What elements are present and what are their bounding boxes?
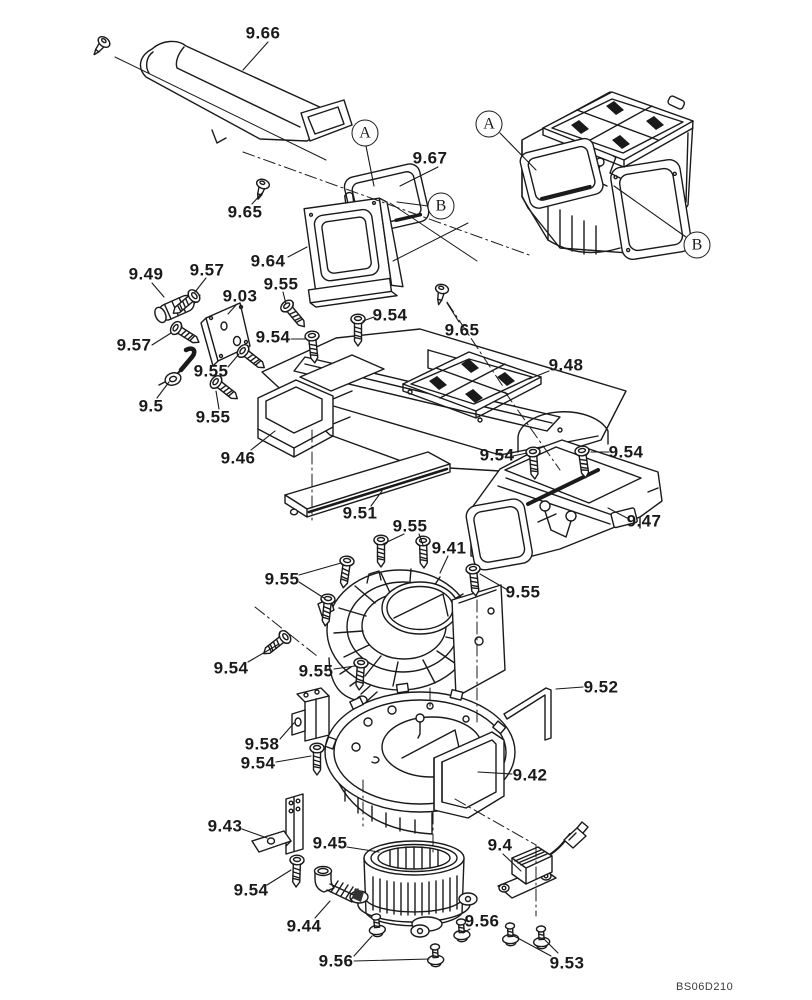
part-label-9-54: 9.54 [233,880,269,900]
part-label-9-65: 9.65 [444,320,480,340]
part-label-9-54: 9.54 [479,445,515,465]
part-label-9-46: 9.46 [220,448,256,468]
part-label-9-56: 9.56 [318,951,354,971]
part-label-9-47: 9.47 [626,511,662,531]
part-label-9-58: 9.58 [244,734,280,754]
part-label-9-53: 9.53 [549,953,585,973]
drawing-code: BS06D210 [676,981,734,993]
part-label-9-54: 9.54 [240,753,276,773]
part-label-9-57: 9.57 [116,335,152,355]
part-label-9-41: 9.41 [431,538,467,558]
part-label-9-45: 9.45 [312,833,348,853]
part-label-9-49: 9.49 [128,264,164,284]
part-label-9-55: 9.55 [193,361,229,381]
part-label-9-48: 9.48 [548,355,584,375]
part-label-9-43: 9.43 [207,816,243,836]
part-label-9-55: 9.55 [298,661,334,681]
part-label-9-55: 9.55 [505,582,541,602]
part-label-9-55: 9.55 [264,569,300,589]
view-callout-a: A [352,120,379,147]
part-label-9-52: 9.52 [583,677,619,697]
view-callout-a: A [476,111,503,138]
part-label-9-66: 9.66 [245,23,281,43]
part-label-9-51: 9.51 [342,503,378,523]
part-label-9-57: 9.57 [189,260,225,280]
part-label-9-5: 9.5 [138,396,164,416]
part-label-9-54: 9.54 [255,327,291,347]
view-callout-b: B [428,193,455,220]
part-label-9-56: 9.56 [464,911,500,931]
view-callout-b: B [684,232,711,259]
part-label-9-65: 9.65 [227,202,263,222]
part-label-9-54: 9.54 [608,442,644,462]
part-label-9-54: 9.54 [213,658,249,678]
part-label-9-03: 9.03 [222,286,258,306]
part-label-9-55: 9.55 [263,274,299,294]
part-label-9-67: 9.67 [412,148,448,168]
part-label-9-55: 9.55 [195,407,231,427]
part-label-9-55: 9.55 [392,516,428,536]
part-label-9-44: 9.44 [286,916,322,936]
part-label-9-4: 9.4 [487,835,513,855]
part-label-9-42: 9.42 [512,765,548,785]
part-label-9-54: 9.54 [372,305,408,325]
part-label-9-64: 9.64 [250,251,286,271]
